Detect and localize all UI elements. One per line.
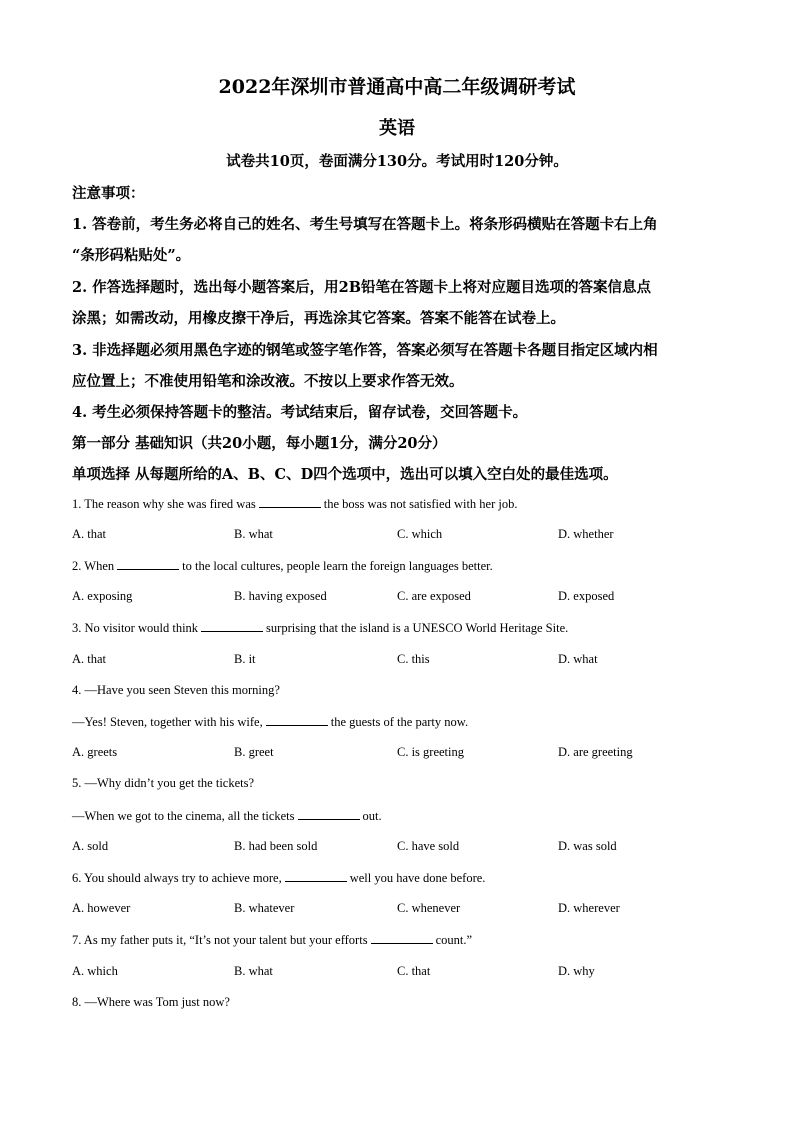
answer-blank	[117, 558, 179, 570]
question-text: —Yes! Steven, together with his wife,	[72, 715, 263, 729]
option-d: D. why	[558, 964, 595, 978]
option-b: B. had been sold	[234, 839, 318, 853]
question-4	[72, 714, 468, 730]
question-8-prompt: 8. —Where was Tom just now?	[72, 995, 230, 1009]
exam-title: 2022年深圳市普通高中高二年级调研考试	[218, 76, 576, 98]
question-text: 6. You should always try to achieve more,	[72, 871, 282, 885]
subject-title: 英语	[379, 118, 415, 139]
option-c: C. whenever	[397, 901, 461, 915]
option-d: D. are greeting	[558, 745, 633, 759]
question-5	[72, 808, 382, 824]
option-a: A. however	[72, 901, 131, 915]
option-d: D. whether	[558, 527, 614, 541]
option-a: A. sold	[72, 839, 109, 853]
question-text: well you have done before.	[349, 871, 486, 885]
answer-blank	[371, 932, 433, 944]
answer-blank	[201, 620, 263, 632]
question-text: the boss was not satisfied with her job.	[323, 497, 518, 511]
option-a: A. exposing	[72, 589, 133, 603]
notice-line: 涂黑；如需改动，用橡皮擦干净后，再选涂其它答案。答案不能答在试卷上。	[72, 310, 565, 327]
notice-heading: 注意事项：	[72, 185, 145, 202]
question-text: 7. As my father puts it, “It’s not your talent but your efforts	[72, 933, 368, 947]
answer-blank	[285, 870, 347, 882]
question-2	[72, 558, 493, 574]
option-d: D. wherever	[558, 901, 620, 915]
question-text: the guests of the party now.	[330, 715, 469, 729]
question-6	[72, 870, 485, 886]
question-1	[72, 496, 517, 512]
option-b: B. having exposed	[234, 589, 327, 603]
section-part-heading: 第一部分 基础知识（共20小题，每小题1分，满分20分）	[72, 435, 447, 452]
exam-info: 试卷共10页，卷面满分130分。考试用时120分钟。	[226, 153, 568, 170]
notice-line: 1. 答卷前，考生务必将自己的姓名、考生号填写在答题卡上。将条形码横贴在答题卡右上角	[72, 216, 658, 233]
option-c: C. which	[397, 527, 443, 541]
question-4-prompt: 4. —Have you seen Steven this morning?	[72, 683, 280, 697]
option-a: A. that	[72, 527, 107, 541]
question-text: count.”	[435, 933, 473, 947]
option-c: C. have sold	[397, 839, 460, 853]
option-b: B. it	[234, 652, 256, 666]
question-text: to the local cultures, people learn the foreign languages better.	[182, 559, 493, 573]
answer-blank	[259, 496, 321, 508]
option-c: C. is greeting	[397, 745, 465, 759]
option-b: B. what	[234, 527, 273, 541]
option-d: D. what	[558, 652, 598, 666]
notice-line: 应位置上；不准使用铅笔和涂改液。不按以上要求作答无效。	[72, 373, 464, 390]
section-instruction: 单项选择 从每题所给的A、B、C、D四个选项中，选出可以填入空白处的最佳选项。	[72, 466, 618, 483]
answer-blank	[266, 714, 328, 726]
question-text: 1. The reason why she was fired was	[72, 497, 256, 511]
notice-line: “条形码粘贴处”。	[72, 247, 191, 264]
question-text: out.	[362, 809, 382, 823]
question-text: —When we got to the cinema, all the tickets	[72, 809, 295, 823]
question-text: 3. No visitor would think	[72, 621, 199, 635]
notice-line: 4. 考生必须保持答题卡的整洁。考试结束后，留存试卷，交回答题卡。	[72, 404, 528, 421]
notice-line: 3. 非选择题必须用黑色字迹的钢笔或签字笔作答，答案必须写在答题卡各题目指定区域内相	[72, 342, 658, 359]
option-b: B. what	[234, 964, 273, 978]
option-a: A. that	[72, 652, 107, 666]
question-text: 2. When	[72, 559, 115, 573]
option-d: D. exposed	[558, 589, 615, 603]
answer-blank	[298, 808, 360, 820]
notice-line: 2. 作答选择题时，选出每小题答案后，用2B铅笔在答题卡上将对应题目选项的答案信息点	[72, 279, 652, 296]
option-a: A. greets	[72, 745, 118, 759]
question-5-prompt: 5. —Why didn’t you get the tickets?	[72, 776, 255, 790]
question-text: surprising that the island is a UNESCO World Heritage Site.	[266, 621, 569, 635]
question-7	[72, 932, 472, 948]
option-c: C. that	[397, 964, 431, 978]
option-c: C. are exposed	[397, 589, 471, 603]
option-b: B. whatever	[234, 901, 295, 915]
option-a: A. which	[72, 964, 118, 978]
option-d: D. was sold	[558, 839, 617, 853]
option-c: C. this	[397, 652, 430, 666]
question-3	[72, 620, 568, 636]
option-b: B. greet	[234, 745, 274, 759]
